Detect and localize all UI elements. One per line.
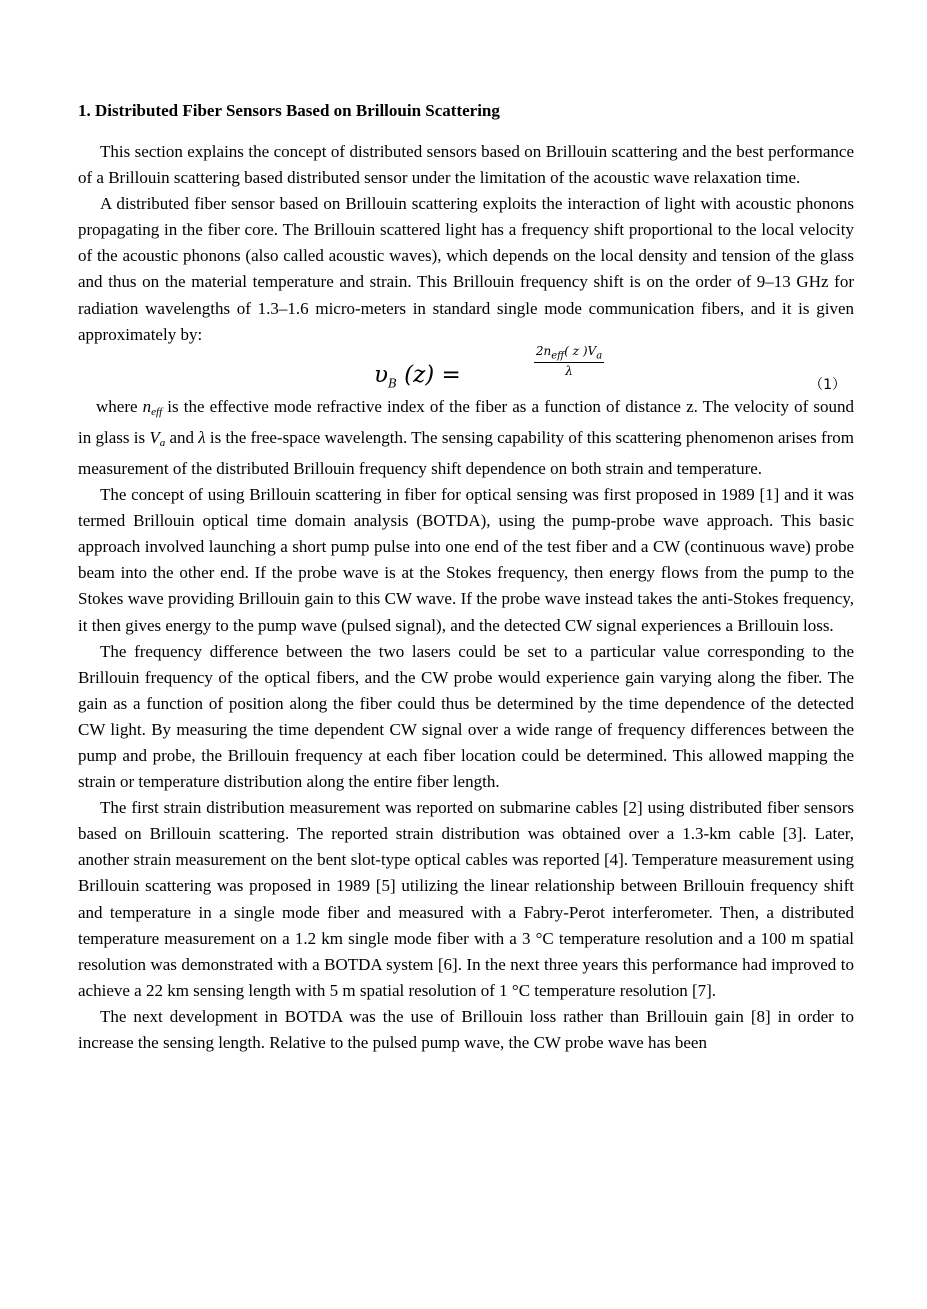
equation-numerator: $2n_{eff}$( z )$V_a$ [535, 343, 603, 362]
paragraph-brillouin-principle: A distributed fiber sensor based on Brillouin scattering exploits the interaction of light with acoustic phonons propagating in the fiber core. The Brillouin scattered light has a frequency shift proportional to the local velocity of the acoustic phonons (also called acoustic waves), which depends on the local density and tension of the glass and thus on the material temperature and strain. This Brillouin frequency shift is on the order of 9–13 GHz for radiation wavelengths of 1.3–1.6 micro-meters in standard single mode communication fibers, and it is given approximately by: [78, 194, 854, 344]
paragraph-intro: This section explains the concept of distributed sensors based on Brillouin scattering and the best performance of a Brillouin scattering based distributed sensor under the limitation of the acoustic wave relaxation time. [78, 142, 854, 188]
equation-number: （1） [809, 376, 846, 393]
fraction-bar [534, 362, 604, 363]
paragraph-brillouin-loss: The next development in BOTDA was the use of Brillouin loss rather than Brillouin gain [8] in order to increase the sensing length. Relative to the pulsed pump wave, the CW probe wave has been [78, 1006, 854, 1052]
equation-denominator: λ [565, 364, 573, 379]
paragraph-botda-concept: The concept of using Brillouin scattering in fiber for optical sensing was first proposed in 1989 [1] and it was termed Brillouin optical time domain analysis (BOTDA), using the pump-probe wave approach. This basic approach involved launching a short pump pulse into one end of the test fiber and a CW (continuous wave) probe beam into the other end. If the probe wave is at the Stokes frequency, then energy flows from the pump to the Stokes wave providing Brillouin gain to this CW wave. If the probe wave instead takes the anti-Stokes frequency, it then gives energy to the pump wave (pulsed signal), and the detected CW signal experiences a Brillouin loss. [78, 485, 854, 635]
equation-lhs: $\upsilon_B$ (z) = [374, 361, 461, 391]
paragraph-variable-definitions: where $n_{eff}$ is the effective mode refractive index of the fiber as a function of distance z. The velocity of sound in glass is $V_a$ and λ is the free-space wavelength. The sensing capability of this scattering phenomenon arises from measurement of the distributed Brillouin frequency shift dependence on both strain and temperature. [78, 396, 855, 478]
page-body [78, 98, 854, 1056]
equation-1 [78, 343, 854, 394]
section-heading: 1. Distributed Fiber Sensors Based on Brillouin Scattering [78, 101, 500, 120]
paragraph-frequency-difference: The frequency difference between the two lasers could be set to a particular value corresponding to the Brillouin frequency of the optical fibers, and the CW probe would experience gain varying along the fiber. The gain as a function of position along the fiber could thus be determined by the time dependence of the detected CW light. By measuring the time dependent CW signal over a wide range of frequency differences between the pump and probe, the Brillouin frequency at each fiber location could be determined. This allowed mapping the strain or temperature distribution along the entire fiber length. [78, 641, 854, 792]
equation-fraction [534, 344, 604, 378]
paragraph-strain-temperature-history: The first strain distribution measurement was reported on submarine cables [2] using distributed fiber sensors based on Brillouin scattering. The reported strain distribution was obtained over a 1.3-km cable [3]. Later, another strain measurement on the bent slot-type optical cables was reported [4]. Temperature measurement using Brillouin scattering was proposed in 1989 [5] utilizing the linear relationship between Brillouin frequency shift and temperature in a single mode fiber and measured with a Fabry-Perot interferometer. Then, a distributed temperature measurement on a 1.2 km single mode fiber with a 3 °C temperature resolution and a 100 m spatial resolution was demonstrated with a BOTDA system [6]. In the next three years this performance had improved to achieve a 22 km sensing length with 5 m spatial resolution of 1 °C temperature resolution [7]. [78, 798, 854, 1000]
